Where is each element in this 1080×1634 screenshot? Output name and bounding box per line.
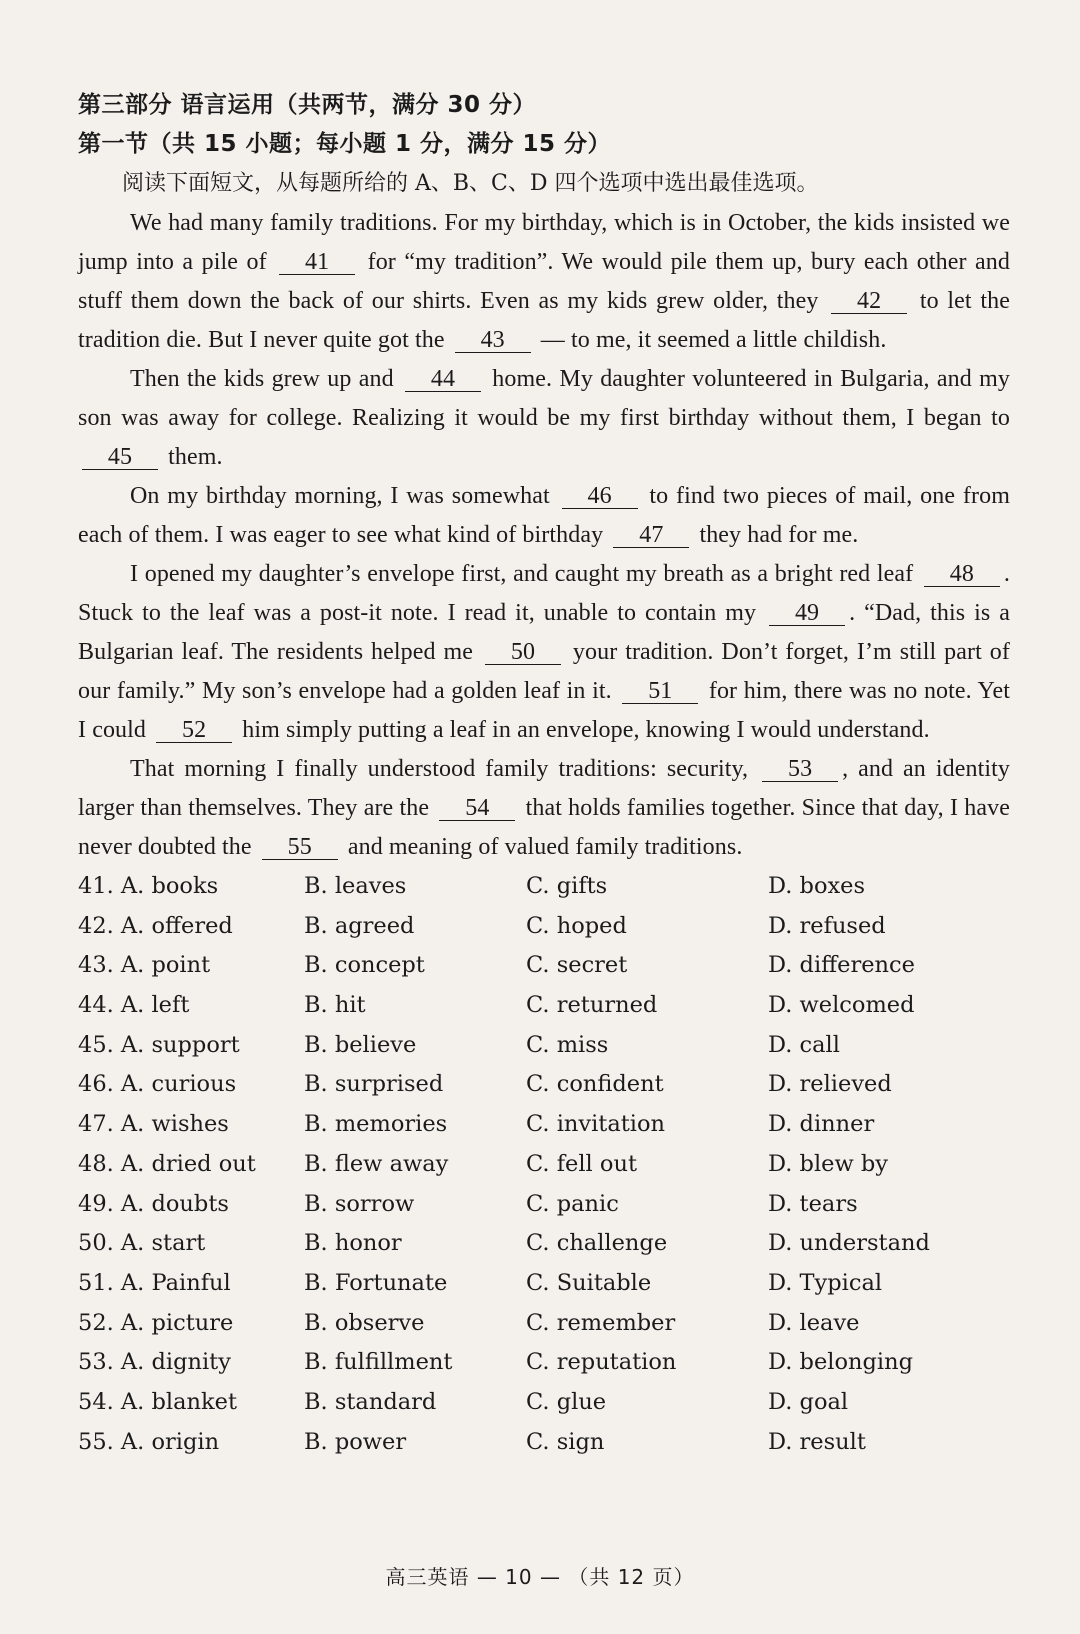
option-b: B. standard — [304, 1388, 437, 1415]
passage-text: and meaning of valued family traditions. — [347, 834, 743, 860]
question-options-row — [78, 1105, 1010, 1145]
option-c: C. reputation — [526, 1349, 677, 1376]
option-a: 45. A. support — [78, 1031, 240, 1058]
question-options-row — [78, 1304, 1010, 1344]
option-b: B. leaves — [304, 873, 407, 899]
option-b: B. surprised — [304, 1071, 444, 1098]
passage-text: your tradition. Don’t forget, I’m still part of our family.” My son’s envelope had a golden leaf in it. — [78, 639, 1010, 704]
option-d: D. belonging — [768, 1349, 913, 1376]
option-d: D. Typical — [768, 1269, 883, 1296]
passage-text: them. — [168, 444, 223, 470]
question-options-row — [78, 1065, 1010, 1105]
answer-options — [78, 867, 1010, 1462]
blank-52: 52 — [156, 718, 232, 743]
passage-text: I opened my daughter’s envelope first, and caught my breath as a bright red leaf — [130, 561, 914, 587]
page-content — [78, 86, 1010, 1462]
passage-text: On my birthday morning, I was somewhat — [130, 483, 550, 509]
instructions: 阅读下面短文，从每题所给的 A、B、C、D 四个选项中选出最佳选项。 — [122, 171, 819, 196]
passage-text: they had for me. — [699, 522, 859, 548]
question-options-row — [78, 1185, 1010, 1225]
option-a: 50. A. start — [78, 1230, 206, 1257]
option-c: C. gifts — [526, 873, 608, 899]
option-d: D. welcomed — [768, 992, 915, 1019]
passage-text: for “my tradition”. We would pile them up, bury each other and stuff them down the back of our shirts. Even as my kids grew older, they — [78, 249, 1010, 314]
option-d: D. difference — [768, 952, 915, 979]
passage-text: that holds families together. Since that day, I have never doubted the — [78, 795, 1010, 860]
passage-text: That morning I finally understood family traditions: security, — [130, 756, 749, 782]
blank-48: 48 — [924, 562, 1000, 587]
option-a: 43. A. point — [78, 952, 211, 979]
passage-text: home. My daughter volunteered in Bulgaria, and my son was away for college. Realizing it would be my first birthday without them, I began to — [78, 366, 1010, 431]
passage-text: to find two pieces of mail, one from each of them. I was eager to see what kind of birthday — [78, 483, 1010, 548]
blank-44: 44 — [405, 367, 481, 392]
option-d: D. refused — [768, 912, 886, 939]
question-options-row — [78, 1423, 1010, 1463]
paragraph-5 — [78, 750, 1010, 867]
paragraph-3 — [78, 477, 1010, 555]
blank-51: 51 — [622, 679, 698, 704]
passage-text: We had many family traditions. For my birthday, which is in October, the kids insisted we jump into a pile of — [78, 210, 1010, 275]
option-a: 46. A. curious — [78, 1071, 237, 1098]
option-c: C. panic — [526, 1190, 619, 1217]
option-d: D. result — [768, 1428, 866, 1455]
option-c: C. sign — [526, 1428, 605, 1455]
blank-41: 41 — [279, 250, 355, 275]
section-title: 第一节（共 15 小题；每小题 1 分，满分 15 分） — [78, 131, 612, 157]
option-c: C. invitation — [526, 1111, 666, 1138]
question-options-row — [78, 946, 1010, 986]
part-title: 第三部分 语言运用（共两节，满分 30 分） — [78, 92, 537, 118]
passage-text: for him, there was no note. Yet I could — [78, 678, 1010, 743]
option-b: B. sorrow — [304, 1190, 415, 1217]
option-a: 55. A. origin — [78, 1428, 220, 1455]
option-c: C. hoped — [526, 912, 627, 939]
passage-text: to let the tradition die. But I never quite got the — [78, 288, 1010, 353]
question-options-row — [78, 1224, 1010, 1264]
passage-text: . Stuck to the leaf was a post-it note. I read it, unable to contain my — [78, 561, 1010, 626]
passage-text: , and an identity larger than themselves. They are the — [78, 756, 1010, 821]
option-c: C. secret — [526, 952, 628, 979]
blank-55: 55 — [262, 835, 338, 860]
option-c: C. Suitable — [526, 1269, 652, 1296]
paragraph-2 — [78, 360, 1010, 477]
question-options-row — [78, 986, 1010, 1026]
cloze-passage — [78, 204, 1010, 867]
option-c: C. miss — [526, 1031, 609, 1058]
option-d: D. relieved — [768, 1071, 892, 1098]
option-b: B. believe — [304, 1031, 417, 1058]
option-b: B. fulfillment — [304, 1349, 453, 1376]
option-d: D. tears — [768, 1190, 858, 1217]
option-c: C. fell out — [526, 1150, 637, 1177]
option-a: 42. A. offered — [78, 912, 233, 939]
blank-46: 46 — [562, 484, 638, 509]
blank-54: 54 — [439, 796, 515, 821]
page-footer: 高三英语 — 10 — （共 12 页） — [385, 1565, 695, 1589]
option-c: C. remember — [526, 1309, 676, 1336]
question-options-row — [78, 907, 1010, 947]
option-c: C. challenge — [526, 1230, 668, 1257]
option-c: C. returned — [526, 992, 658, 1019]
option-a: 52. A. picture — [78, 1309, 234, 1336]
passage-text: him simply putting a leaf in an envelope, knowing I would understand. — [242, 717, 930, 743]
question-options-row — [78, 1026, 1010, 1066]
option-b: B. Fortunate — [304, 1269, 448, 1296]
option-c: C. confident — [526, 1071, 664, 1098]
option-d: D. understand — [768, 1230, 930, 1257]
option-b: B. hit — [304, 992, 366, 1019]
option-d: D. call — [768, 1031, 840, 1058]
paragraph-1 — [78, 204, 1010, 360]
blank-42: 42 — [831, 289, 907, 314]
option-b: B. memories — [304, 1111, 448, 1138]
question-options-row — [78, 867, 1010, 907]
blank-43: 43 — [455, 328, 531, 353]
option-b: B. concept — [304, 952, 425, 979]
option-a: 51. A. Painful — [78, 1269, 231, 1296]
question-options-row — [78, 1264, 1010, 1304]
paragraph-4 — [78, 555, 1010, 750]
option-d: D. blew by — [768, 1150, 888, 1177]
option-a: 48. A. dried out — [78, 1150, 256, 1177]
option-b: B. flew away — [304, 1150, 449, 1177]
blank-49: 49 — [769, 601, 845, 626]
option-d: D. dinner — [768, 1111, 875, 1138]
option-a: 44. A. left — [78, 992, 190, 1019]
option-d: D. goal — [768, 1388, 849, 1415]
option-b: B. power — [304, 1428, 407, 1455]
option-b: B. agreed — [304, 912, 415, 939]
option-a: 54. A. blanket — [78, 1388, 237, 1415]
passage-text: — to me, it seemed a little childish. — [540, 327, 887, 353]
blank-47: 47 — [613, 523, 689, 548]
option-a: 47. A. wishes — [78, 1111, 229, 1138]
option-a: 41. A. books — [78, 873, 219, 899]
option-d: D. boxes — [768, 873, 866, 899]
passage-text: Then the kids grew up and — [130, 366, 394, 392]
blank-53: 53 — [762, 757, 838, 782]
question-options-row — [78, 1383, 1010, 1423]
passage-text: . “Dad, this is a Bulgarian leaf. The residents helped me — [78, 600, 1010, 665]
option-a: 53. A. dignity — [78, 1349, 231, 1376]
option-c: C. glue — [526, 1388, 607, 1415]
blank-45: 45 — [82, 445, 158, 470]
option-a: 49. A. doubts — [78, 1190, 229, 1217]
question-options-row — [78, 1343, 1010, 1383]
question-options-row — [78, 1145, 1010, 1185]
option-d: D. leave — [768, 1309, 860, 1336]
blank-50: 50 — [485, 640, 561, 665]
option-b: B. honor — [304, 1230, 402, 1257]
option-b: B. observe — [304, 1309, 425, 1336]
